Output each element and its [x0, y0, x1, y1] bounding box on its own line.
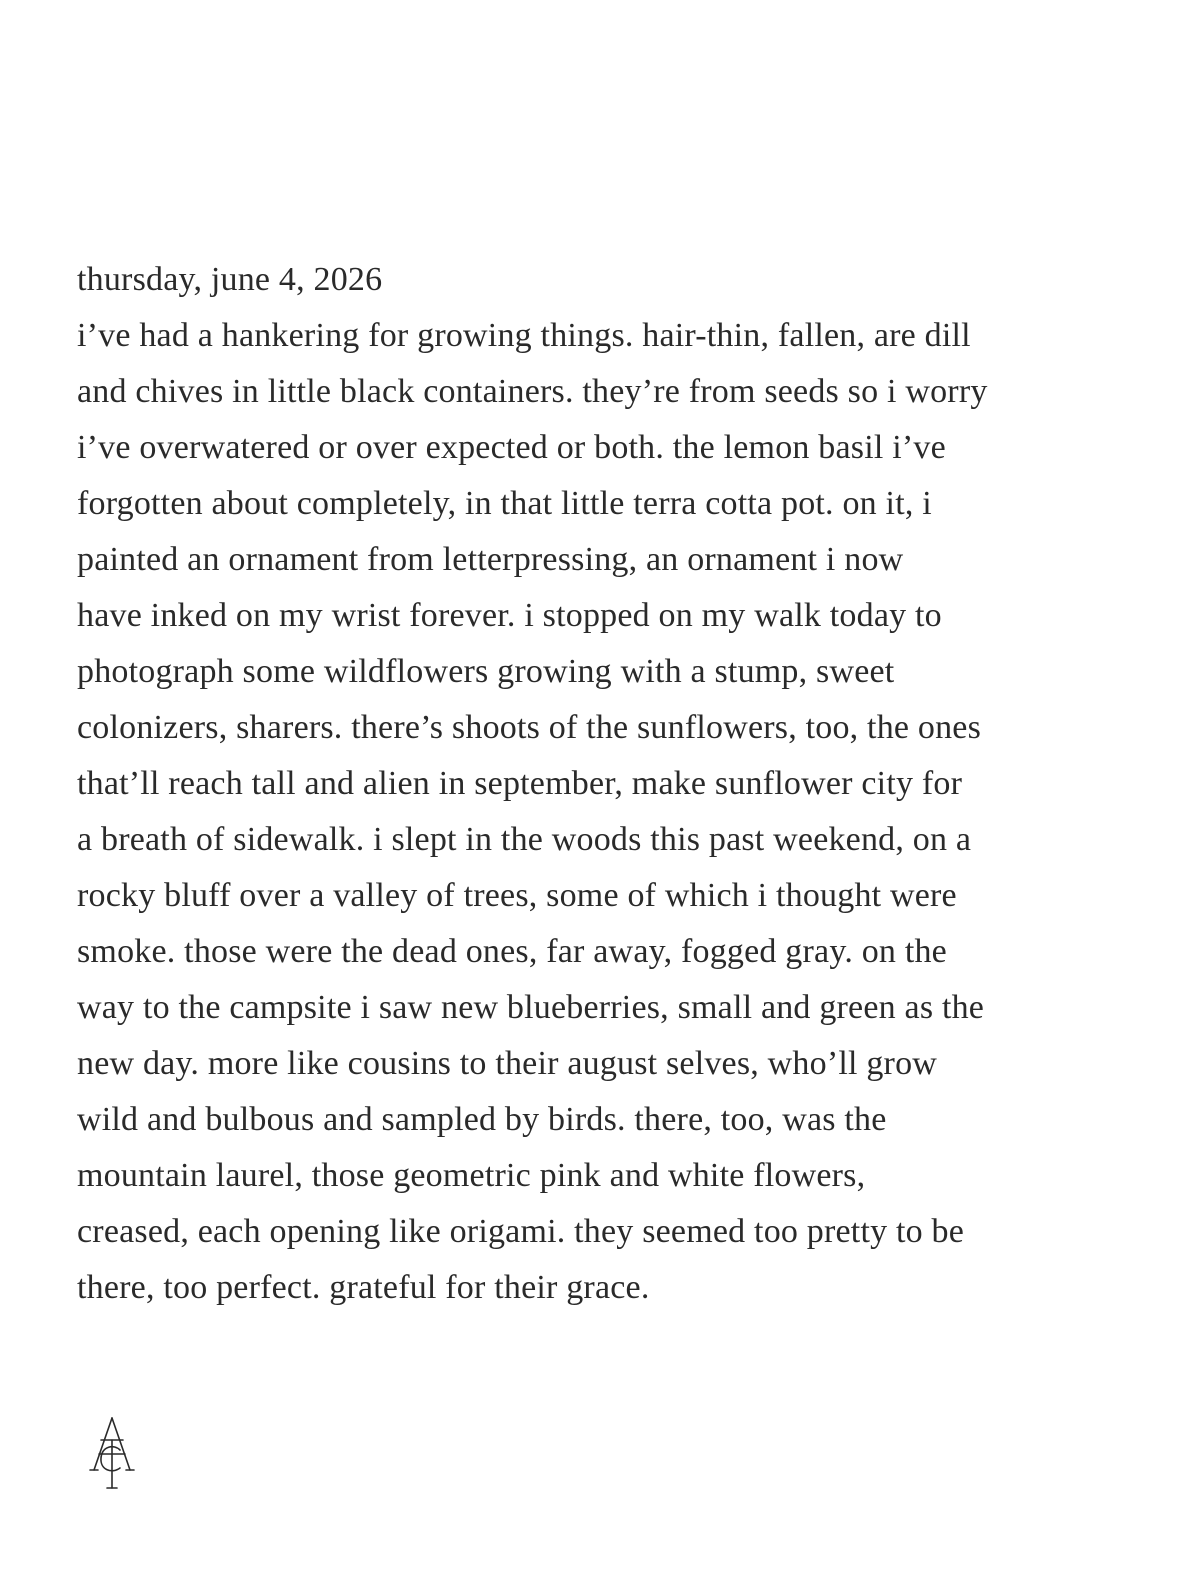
entry-line: there, too perfect. grateful for their grace. [77, 1269, 650, 1306]
entry-line: rocky bluff over a valley of trees, some of which i thought were [77, 877, 957, 914]
entry-line: way to the campsite i saw new blueberries, small and green as the [77, 989, 985, 1026]
entry-line: painted an ornament from letterpressing, an ornament i now [77, 541, 904, 578]
journal-entry [77, 252, 1107, 1316]
entry-body [77, 308, 1107, 1316]
entry-line: creased, each opening like origami. they seemed too pretty to be [77, 1213, 965, 1250]
entry-line: forgotten about completely, in that little terra cotta pot. on it, i [77, 485, 932, 522]
entry-line: have inked on my wrist forever. i stopped on my walk today to [77, 597, 942, 634]
entry-line: and chives in little black containers. they’re from seeds so i worry [77, 373, 988, 410]
entry-line: i’ve had a hankering for growing things. hair-thin, fallen, are dill [77, 317, 971, 354]
entry-line: that’ll reach tall and alien in september, make sunflower city for [77, 765, 963, 802]
entry-line: colonizers, sharers. there’s shoots of the sunflowers, too, the ones [77, 709, 982, 746]
entry-line: smoke. those were the dead ones, far away, fogged gray. on the [77, 933, 947, 970]
entry-line: i’ve overwatered or over expected or both. the lemon basil i’ve [77, 429, 946, 466]
monogram-logo-icon [84, 1414, 140, 1492]
entry-date: thursday, june 4, 2026 [77, 261, 383, 298]
entry-line: photograph some wildflowers growing with a stump, sweet [77, 653, 895, 690]
entry-line: new day. more like cousins to their august selves, who’ll grow [77, 1045, 938, 1082]
entry-line: mountain laurel, those geometric pink and white flowers, [77, 1157, 866, 1194]
entry-line: a breath of sidewalk. i slept in the woods this past weekend, on a [77, 821, 972, 858]
entry-line: wild and bulbous and sampled by birds. there, too, was the [77, 1101, 887, 1138]
